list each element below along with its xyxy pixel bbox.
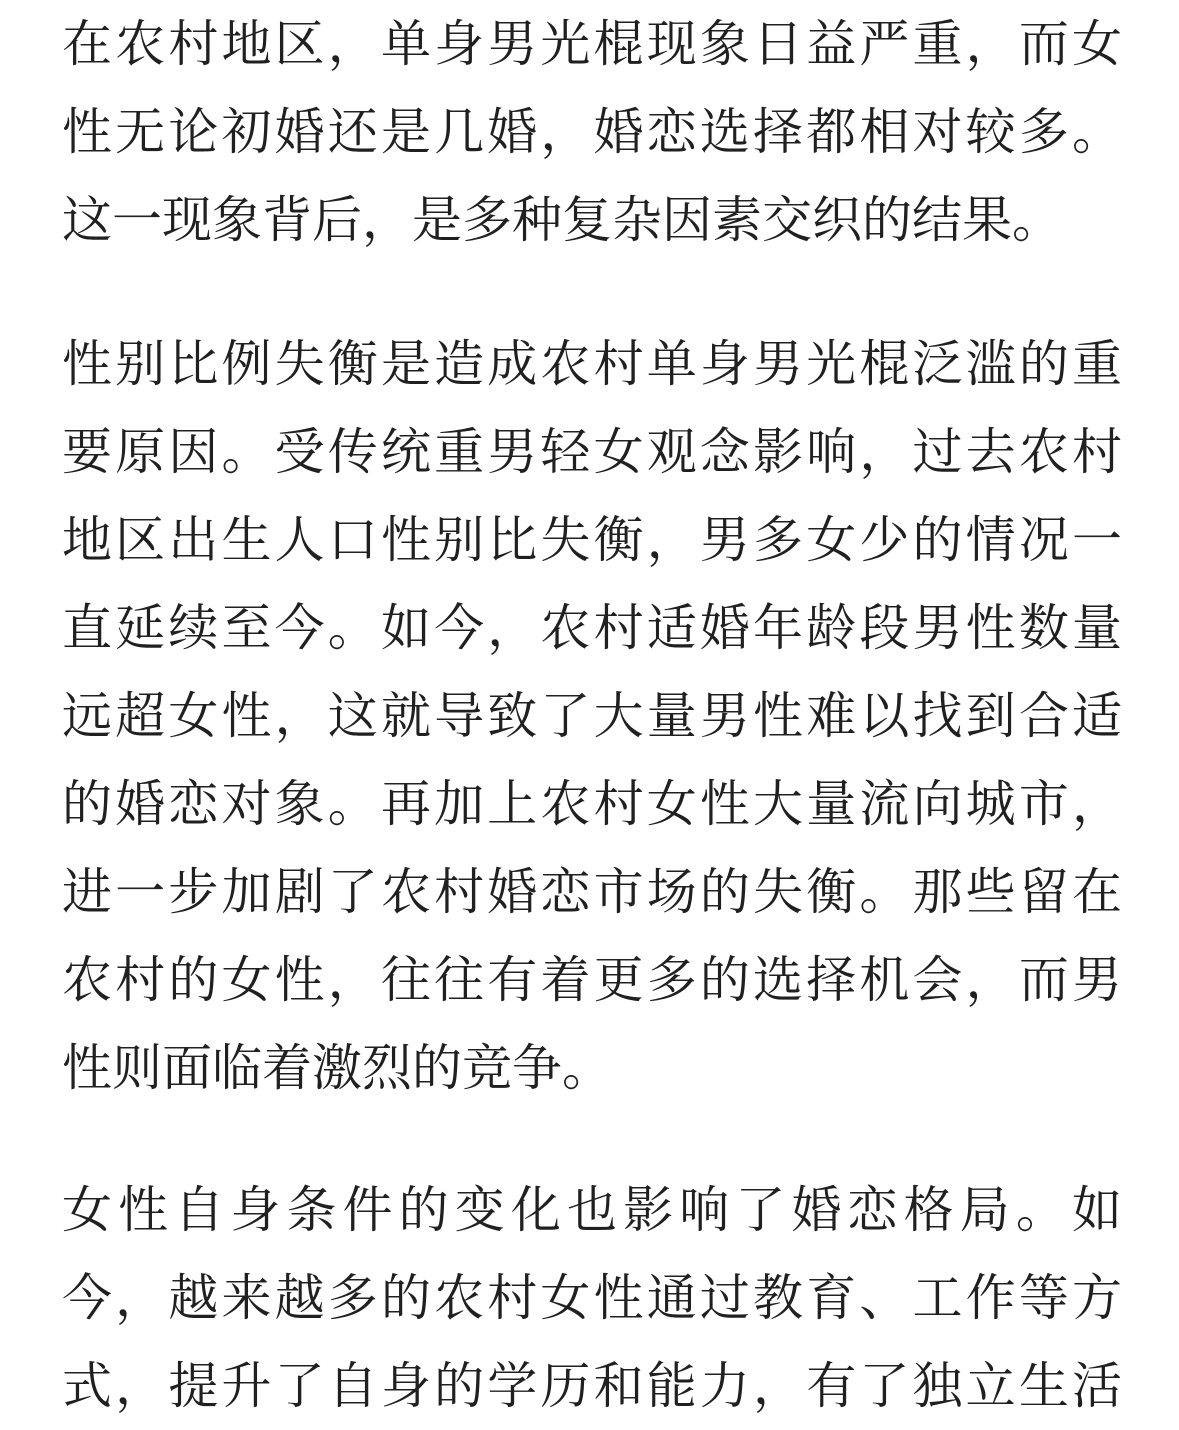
text-line: 要原因。受传统重男轻女观念影响，过去农村 [62,423,1122,481]
text-line: 进一步加剧了农村婚恋市场的失衡。那些留在 [62,863,1122,921]
text-line: 在农村地区，单身男光棍现象日益严重，而女 [62,15,1122,73]
text-line: 今，越来越多的农村女性通过教育、工作等方 [62,1269,1122,1327]
text-line: 这一现象背后，是多种复杂因素交织的结果。 [62,191,1062,249]
text-line: 的婚恋对象。再加上农村女性大量流向城市， [62,775,1122,833]
text-line: 性则面临着激烈的竞争。 [62,1039,612,1097]
text-line: 地区出生人口性别比失衡，男多女少的情况一 [62,511,1122,569]
text-line: 农村的女性，往往有着更多的选择机会，而男 [62,951,1122,1009]
text-line: 直延续至今。如今，农村适婚年龄段男性数量 [62,599,1122,657]
text-line: 远超女性，这就导致了大量男性难以找到合适 [62,687,1122,745]
text-line: 式，提升了自身的学历和能力，有了独立生活 [62,1357,1122,1415]
text-line: 性无论初婚还是几婚，婚恋选择都相对较多。 [62,103,1122,161]
text-line: 女性自身条件的变化也影响了婚恋格局。如 [62,1181,1122,1239]
text-line: 性别比例失衡是造成农村单身男光棍泛滥的重 [62,335,1122,393]
